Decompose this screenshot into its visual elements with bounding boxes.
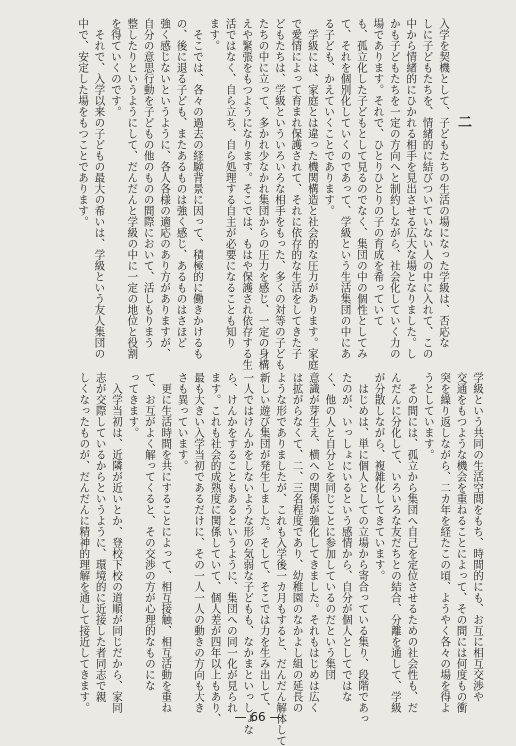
lower-text-column: 学級という共同の生活空間をもち、時間的にも、お互に相互交渉や 交通をもつような機会を重ねることによって、その間には何度もの衝 突を繰り返しながら、二カ年を経たこの頃、ようやく各々の場を得よ うとしています。 その間には、孤立から集団へ自己を定位させるための社会性も、だ んだんに分化して、いろいろな友だちとの結合、分離を通して、学級 が分散しながら、複雑化してきています。 はじめは、単に個人としての立場から寄合っている集り、段階であっ たのが、いっしょにいるという感情から、自分が個人としてではな く、他の人と自分とを同じことに参加しているのだという集団 意識が芽生え、横への関係が強化してきました。それもはじめは広く は拡がらなくて、二、三名程度であり、幼稚園のなかよし組の延長の ような形でありましたが、これも入学後一カ月もすると、だんだん解体して 新しい遊び集団が発生しました。そして、そこでは力を生み出して、 一人ではけんかをしないような形の気弱な子どもも、なかまといっしょな ら、けんかをすることもあるというように、集団への同一化が見られ ます。これも社会的成熟度に関係していて、個人差が四年以上もあり、 最も大きい入学当初であるだけに、その一人一人の動きの方向も大き さも異っています。 更に生活時間を共にすることによって、相互接触、相互活動を重ね て、お互がよく解ってくると、その交渉の方が心理的なものにな ってきます。 入学当初は、近隣が近いとか、登校下校の道順が同じだから、家同 志が交際しているからというように、環境的に近接した者同志で親 しくなったものが、だんだんに精神的理解を通して接近してきます。 [78, 372, 484, 746]
section-number: 二 [458, 115, 472, 131]
upper-text-column: 入学を契機として、子どもたちの生活の場になった学級は、否応な しに子どもたちを、情緒的に結びついていない人の中に入れて、この 中から情緒的にひかれる相手を見出させる広大な場となりました。し かも子どもたちを一定の方向へと制約しながら、社会化していく力の 場であります。それで、ひとりひとりの子の育成を希っていて も、孤立化した子どもとして見るのでなく、集団の中の個性としてみ て、それを個別化していくのであって、学級という生活集団の中にあ る子ども、かえていくことであります。 学級には、家庭とは違った機関構造と社会的な圧力があります。家庭 で愛情によって育まれ保護されて、それに依存的な生活をしてきた子 どもたちは、学級といういろいろな相手をもった、多くの対等の子ども たちの中に立って、多かれ少なかれ集団からの圧力を感じ、一定の身構 えや緊張をもつようになります。そこでは、もはや保護され依存する生 活ではなく、自ら立ち、自ら処理する自主が必要になることも知り ます。 そこでは、各々の過去の経験背景に因って、積極的に働きかけるも の、後に退る子ども、またあるものは強く感じ、あるものはさほど 強く感じないというように、各人各様の適応のあり方がありますが、 自分の意思行動を子どもの他のものの間際において、活しもりまう 整したりというようにして、だんだんと学級の中に一定の地位と役割 を得ていくのです。 それで、入学以来の子どもの最大の希いは、学級という友人集団の 中で、安定した場をもつことであります。 [77, 18, 450, 370]
section-divider [18, 352, 498, 353]
page-number: — 66 — [234, 710, 282, 724]
